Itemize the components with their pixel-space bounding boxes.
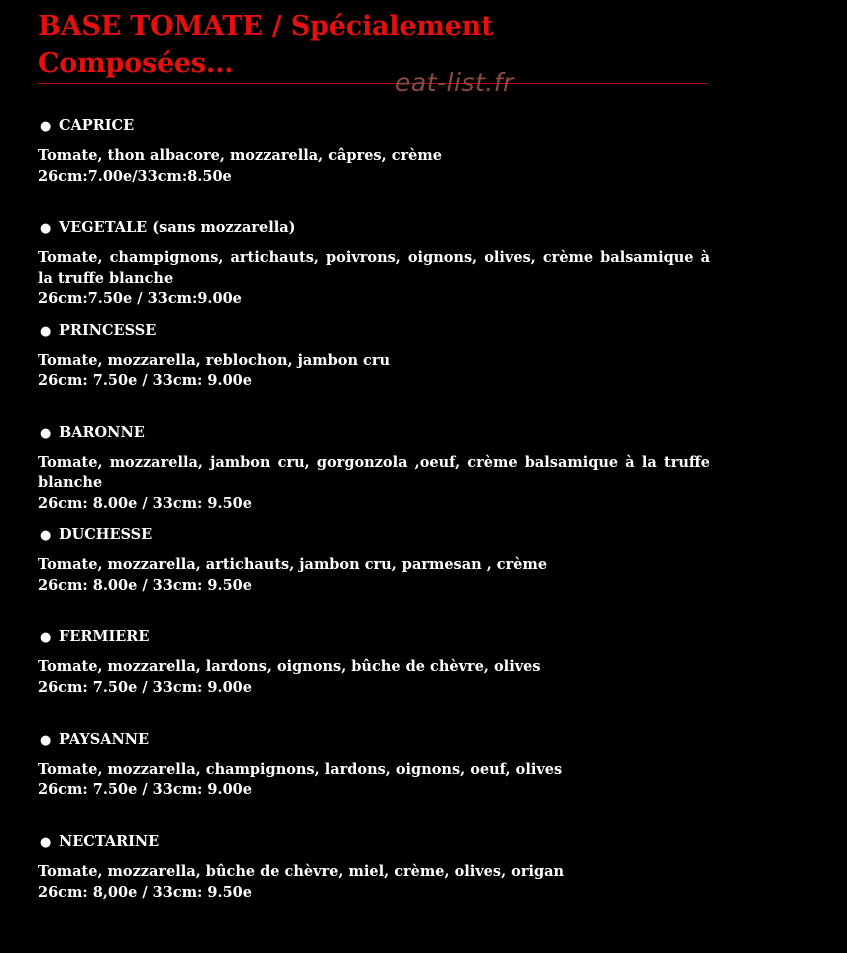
menu-page [38,8,710,901]
item-name: PRINCESSE [59,321,157,339]
item-name: DUCHESSE [59,526,153,544]
item-price: 26cm: 8,00e / 33cm: 9.50e [38,883,252,901]
bullet-icon: ● [40,630,52,646]
item-description: Tomate, mozzarella, champignons, lardons, oignons, oeuf, olives [38,760,563,778]
item-description: Tomate, mozzarella, artichauts, jambon cru, parmesan , crème [38,556,548,574]
item-name: CAPRICE [59,117,135,134]
item-price: 26cm:7.50e / 33cm:9.00e [38,290,242,308]
item-description: Tomate, mozzarella, jambon cru, gorgonzola ,oeuf, crème balsamique à la truffe blanche [38,453,710,492]
bullet-icon: ● [40,323,52,339]
menu-list [38,116,710,934]
item-price: 26cm: 7.50e / 33cm: 9.00e [38,781,252,799]
menu-item [38,321,710,423]
item-price: 26cm: 8.00e / 33cm: 9.50e [38,494,252,512]
item-name: FERMIERE [59,628,150,646]
menu-item [38,730,710,832]
bullet-icon: ● [40,425,52,441]
item-name: PAYSANNE [59,730,150,748]
bullet-icon: ● [40,732,52,748]
item-description: Tomate, mozzarella, reblochon, jambon cru [38,351,391,369]
item-price: 26cm:7.00e/33cm:8.50e [38,167,232,185]
item-price: 26cm: 7.50e / 33cm: 9.00e [38,372,252,390]
bullet-icon: ● [40,119,52,134]
menu-item [38,832,710,934]
item-price: 26cm: 8.00e / 33cm: 9.50e [38,576,252,594]
item-note: (sans mozzarella) [152,219,296,237]
item-name: NECTARINE [59,833,160,851]
menu-item [38,423,710,525]
menu-item [38,218,710,320]
menu-item [38,627,710,729]
title-divider [38,83,708,84]
menu-item [38,525,710,627]
item-price: 26cm: 7.50e / 33cm: 9.00e [38,678,252,696]
item-description: Tomate, mozzarella, bûche de chèvre, miel, crème, olives, origan [38,863,565,881]
item-name: BARONNE [59,423,145,441]
watermark: eat-list.fr [395,68,514,97]
item-description: Tomate, champignons, artichauts, poivrons, oignons, olives, crème balsamique à la truffe blanche [38,249,710,287]
bullet-icon: ● [40,221,52,237]
item-description: Tomate, thon albacore, mozzarella, câpres, crème [38,147,442,164]
item-name: VEGETALE [59,219,148,237]
page-title: BASE TOMATE / Spécialement Composées... [38,11,494,79]
bullet-icon: ● [40,835,52,851]
bullet-icon: ● [40,528,52,544]
item-description: Tomate, mozzarella, lardons, oignons, bûche de chèvre, olives [38,658,541,676]
menu-item [38,116,710,218]
